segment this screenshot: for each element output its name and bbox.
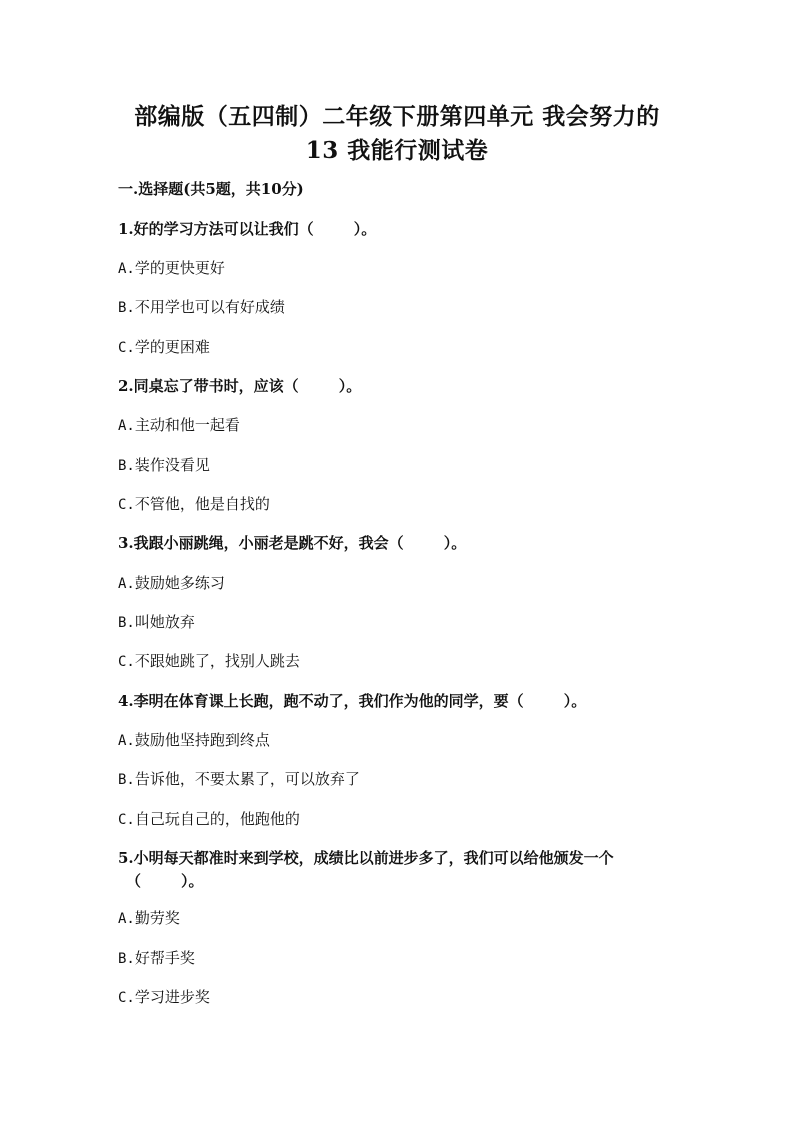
question-text-end: ）。	[563, 692, 587, 710]
question-2-option-c	[118, 493, 270, 514]
option-letter: A.	[118, 261, 135, 277]
question-1	[118, 218, 376, 239]
option-text: 主动和他一起看	[134, 416, 240, 434]
option-text: 学的更快更好	[134, 259, 225, 277]
option-letter: A.	[118, 418, 135, 434]
question-5-option-b	[118, 947, 195, 968]
question-1-option-a	[118, 257, 225, 278]
question-3	[118, 532, 466, 553]
question-3-option-c	[118, 650, 300, 671]
option-text: 学习进步奖	[134, 988, 210, 1006]
option-letter: A.	[118, 911, 135, 927]
question-text: 李明在体育课上长跑，跑不动了，我们作为他的同学，要（	[133, 692, 524, 710]
document-title-line-1: 部编版（五四制）二年级下册第四单元 我会努力的	[134, 103, 660, 130]
question-number: 5.	[118, 849, 134, 867]
question-number: 1.	[118, 220, 134, 238]
question-2-option-b	[118, 454, 210, 475]
question-2	[118, 375, 361, 396]
question-3-option-a	[118, 572, 225, 593]
option-text: 不用学也可以有好成绩	[134, 298, 285, 316]
option-letter: C.	[118, 654, 135, 670]
question-4-option-b	[118, 768, 360, 789]
question-1-option-c	[118, 336, 210, 357]
question-3-option-b	[118, 611, 195, 632]
option-text: 自己玩自己的，他跑他的	[134, 810, 300, 828]
question-text: 好的学习方法可以让我们（	[133, 220, 314, 238]
question-5-option-c	[118, 986, 210, 1007]
option-letter: B.	[118, 951, 135, 967]
document-title-line-2: 13 我能行测试卷	[305, 137, 489, 164]
option-text: 鼓励她多练习	[134, 574, 225, 592]
question-text-end: ）。	[443, 534, 467, 552]
option-letter: C.	[118, 812, 135, 828]
question-5-line-2	[126, 870, 204, 891]
option-text: 勤劳奖	[134, 909, 180, 927]
option-text: 不跟她跳了，找别人跳去	[134, 652, 300, 670]
option-text: 好帮手奖	[134, 949, 195, 967]
option-text: 告诉他，不要太累了，可以放弃了	[134, 770, 360, 788]
question-2-option-a	[118, 414, 240, 435]
question-number: 3.	[118, 534, 134, 552]
question-5	[118, 847, 614, 868]
option-letter: B.	[118, 615, 135, 631]
option-text: 不管他，他是自找的	[134, 495, 270, 513]
question-text: 我跟小丽跳绳，小丽老是跳不好，我会（	[133, 534, 404, 552]
question-text: （	[126, 872, 142, 890]
question-text: 同桌忘了带书时，应该（	[133, 377, 299, 395]
option-letter: B.	[118, 300, 135, 316]
option-text: 叫她放弃	[134, 613, 195, 631]
option-text: 鼓励他坚持跑到终点	[134, 731, 270, 749]
question-text: 小明每天都准时来到学校，成绩比以前进步多了，我们可以给他颁发一个	[133, 849, 614, 867]
question-number: 4.	[118, 692, 134, 710]
question-5-option-a	[118, 907, 180, 928]
option-letter: B.	[118, 458, 135, 474]
option-text: 学的更困难	[134, 338, 210, 356]
question-text-end: ）。	[353, 220, 377, 238]
question-1-option-b	[118, 296, 285, 317]
question-4-option-c	[118, 808, 300, 829]
question-text-end: ）。	[181, 872, 204, 890]
option-letter: A.	[118, 733, 135, 749]
question-4-option-a	[118, 729, 270, 750]
option-letter: C.	[118, 497, 135, 513]
section-heading: 一.选择题(共5题，共10分)	[118, 180, 304, 198]
option-letter: C.	[118, 340, 135, 356]
option-text: 装作没看见	[134, 456, 210, 474]
option-letter: B.	[118, 772, 135, 788]
question-number: 2.	[118, 377, 134, 395]
question-text-end: ）。	[338, 377, 362, 395]
option-letter: C.	[118, 990, 135, 1006]
option-letter: A.	[118, 576, 135, 592]
question-4	[118, 690, 586, 711]
